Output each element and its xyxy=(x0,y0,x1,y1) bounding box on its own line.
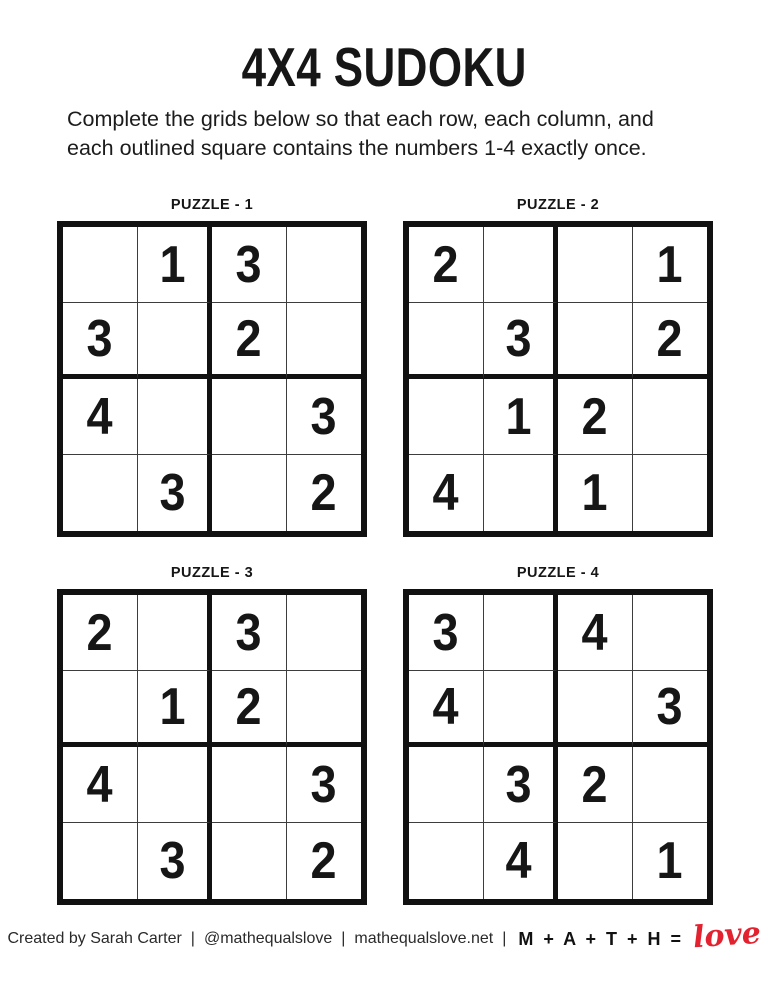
cell-number: 3 xyxy=(432,603,459,662)
puzzle-1-label: PUZZLE - 1 xyxy=(170,197,254,213)
sudoku-cell-given xyxy=(409,595,484,671)
instructions-line-2: each outlined square contains the numbers 1-4 exactly once. xyxy=(67,136,647,160)
sudoku-cell-empty xyxy=(409,303,484,379)
cell-number: 3 xyxy=(505,309,532,368)
sudoku-cell-empty xyxy=(633,747,708,823)
puzzle-2-label: PUZZLE - 2 xyxy=(516,197,600,213)
cell-number: 1 xyxy=(159,677,186,736)
cell-number: 3 xyxy=(235,603,262,662)
cell-number: 4 xyxy=(432,677,459,736)
sudoku-cell-empty xyxy=(633,379,708,455)
sudoku-cell-empty xyxy=(63,671,138,747)
sudoku-cell-empty xyxy=(558,227,633,303)
sudoku-cell-empty xyxy=(287,595,362,671)
sudoku-cell-given xyxy=(558,747,633,823)
sudoku-cell-empty xyxy=(409,747,484,823)
sudoku-cell-empty xyxy=(484,595,559,671)
sudoku-cell-given xyxy=(633,823,708,899)
puzzle-3 xyxy=(57,565,367,905)
footer-separator: | xyxy=(341,930,346,947)
sudoku-cell-empty xyxy=(558,303,633,379)
sudoku-cell-given xyxy=(287,379,362,455)
sudoku-cell-empty xyxy=(138,303,213,379)
sudoku-cell-empty xyxy=(63,823,138,899)
instructions-line-1: Complete the grids below so that each row, each column, and xyxy=(67,107,654,131)
puzzle-1-grid xyxy=(57,221,367,537)
sudoku-cell-empty xyxy=(63,227,138,303)
puzzle-4-grid xyxy=(403,589,713,905)
cell-number: 1 xyxy=(159,235,186,294)
sudoku-cell-empty xyxy=(212,747,287,823)
cell-number: 1 xyxy=(581,464,608,522)
sudoku-cell-empty xyxy=(212,455,287,531)
sudoku-cell-empty xyxy=(138,379,213,455)
sudoku-cell-empty xyxy=(138,747,213,823)
puzzle-3-label: PUZZLE - 3 xyxy=(170,565,254,581)
footer xyxy=(0,915,768,956)
sudoku-cell-empty xyxy=(633,595,708,671)
cell-number: 2 xyxy=(310,464,337,522)
sudoku-cell-given xyxy=(63,303,138,379)
sudoku-cell-given xyxy=(63,595,138,671)
sudoku-cell-given xyxy=(287,455,362,531)
love-script-logo: love xyxy=(691,915,762,956)
sudoku-cell-given xyxy=(409,455,484,531)
sudoku-cell-given xyxy=(484,747,559,823)
sudoku-cell-given xyxy=(633,671,708,747)
cell-number: 3 xyxy=(310,755,337,814)
footer-separator: | xyxy=(502,930,507,947)
footer-separator: | xyxy=(190,930,195,947)
sudoku-cell-empty xyxy=(633,455,708,531)
cell-number: 2 xyxy=(581,387,608,446)
sudoku-cell-given xyxy=(63,747,138,823)
sudoku-cell-given xyxy=(484,303,559,379)
cell-number: 2 xyxy=(581,755,608,814)
cell-number: 2 xyxy=(432,235,459,294)
sudoku-cell-given xyxy=(212,227,287,303)
cell-number: 3 xyxy=(86,309,113,368)
sudoku-cell-given xyxy=(138,455,213,531)
sudoku-cell-given xyxy=(558,455,633,531)
footer-credit: Created by Sarah Carter xyxy=(7,930,182,947)
sudoku-cell-given xyxy=(558,595,633,671)
sudoku-cell-given xyxy=(409,227,484,303)
sudoku-cell-given xyxy=(409,671,484,747)
sudoku-cell-given xyxy=(633,227,708,303)
sudoku-cell-given xyxy=(212,595,287,671)
cell-number: 1 xyxy=(505,387,532,446)
sudoku-cell-empty xyxy=(287,303,362,379)
cell-number: 4 xyxy=(505,832,532,890)
puzzle-4-label: PUZZLE - 4 xyxy=(516,565,600,581)
sudoku-cell-empty xyxy=(212,379,287,455)
sudoku-cell-empty xyxy=(409,379,484,455)
sudoku-cell-given xyxy=(633,303,708,379)
sudoku-cell-given xyxy=(138,823,213,899)
cell-number: 1 xyxy=(656,832,683,890)
sudoku-cell-given xyxy=(212,303,287,379)
math-equals-logo-text: M + A + T + H = xyxy=(518,928,684,949)
sudoku-cell-given xyxy=(138,671,213,747)
sudoku-cell-given xyxy=(63,379,138,455)
cell-number: 4 xyxy=(86,387,113,446)
cell-number: 2 xyxy=(310,832,337,890)
sudoku-cell-given xyxy=(287,747,362,823)
cell-number: 4 xyxy=(581,603,608,662)
page-title xyxy=(0,36,768,98)
footer-website: mathequalslove.net xyxy=(354,930,494,947)
puzzle-4 xyxy=(403,565,713,905)
puzzle-2 xyxy=(403,197,713,537)
puzzle-2-grid xyxy=(403,221,713,537)
sudoku-cell-given xyxy=(212,671,287,747)
cell-number: 2 xyxy=(235,677,262,736)
sudoku-cell-given xyxy=(138,227,213,303)
cell-number: 3 xyxy=(159,464,186,522)
sudoku-cell-empty xyxy=(287,671,362,747)
footer-handle: @mathequalslove xyxy=(203,930,333,947)
cell-number: 3 xyxy=(235,235,262,294)
cell-number: 3 xyxy=(656,677,683,736)
sudoku-cell-given xyxy=(558,379,633,455)
sudoku-cell-empty xyxy=(138,595,213,671)
sudoku-cell-empty xyxy=(484,455,559,531)
cell-number: 3 xyxy=(159,832,186,890)
cell-number: 1 xyxy=(656,235,683,294)
cell-number: 3 xyxy=(505,755,532,814)
sudoku-cell-empty xyxy=(287,227,362,303)
sudoku-cell-empty xyxy=(484,227,559,303)
sudoku-cell-empty xyxy=(409,823,484,899)
page-title-text: 4X4 SUDOKU xyxy=(241,36,527,98)
cell-number: 2 xyxy=(656,309,683,368)
puzzle-3-grid xyxy=(57,589,367,905)
cell-number: 3 xyxy=(310,387,337,446)
sudoku-cell-given xyxy=(484,379,559,455)
cell-number: 4 xyxy=(86,755,113,814)
cell-number: 2 xyxy=(86,603,113,662)
instructions xyxy=(67,105,717,163)
sudoku-cell-given xyxy=(484,823,559,899)
sudoku-cell-empty xyxy=(484,671,559,747)
sudoku-cell-empty xyxy=(212,823,287,899)
sudoku-cell-empty xyxy=(558,671,633,747)
cell-number: 2 xyxy=(235,309,262,368)
sudoku-cell-empty xyxy=(63,455,138,531)
sudoku-cell-empty xyxy=(558,823,633,899)
sudoku-cell-given xyxy=(287,823,362,899)
cell-number: 4 xyxy=(432,464,459,522)
puzzle-1 xyxy=(57,197,367,537)
